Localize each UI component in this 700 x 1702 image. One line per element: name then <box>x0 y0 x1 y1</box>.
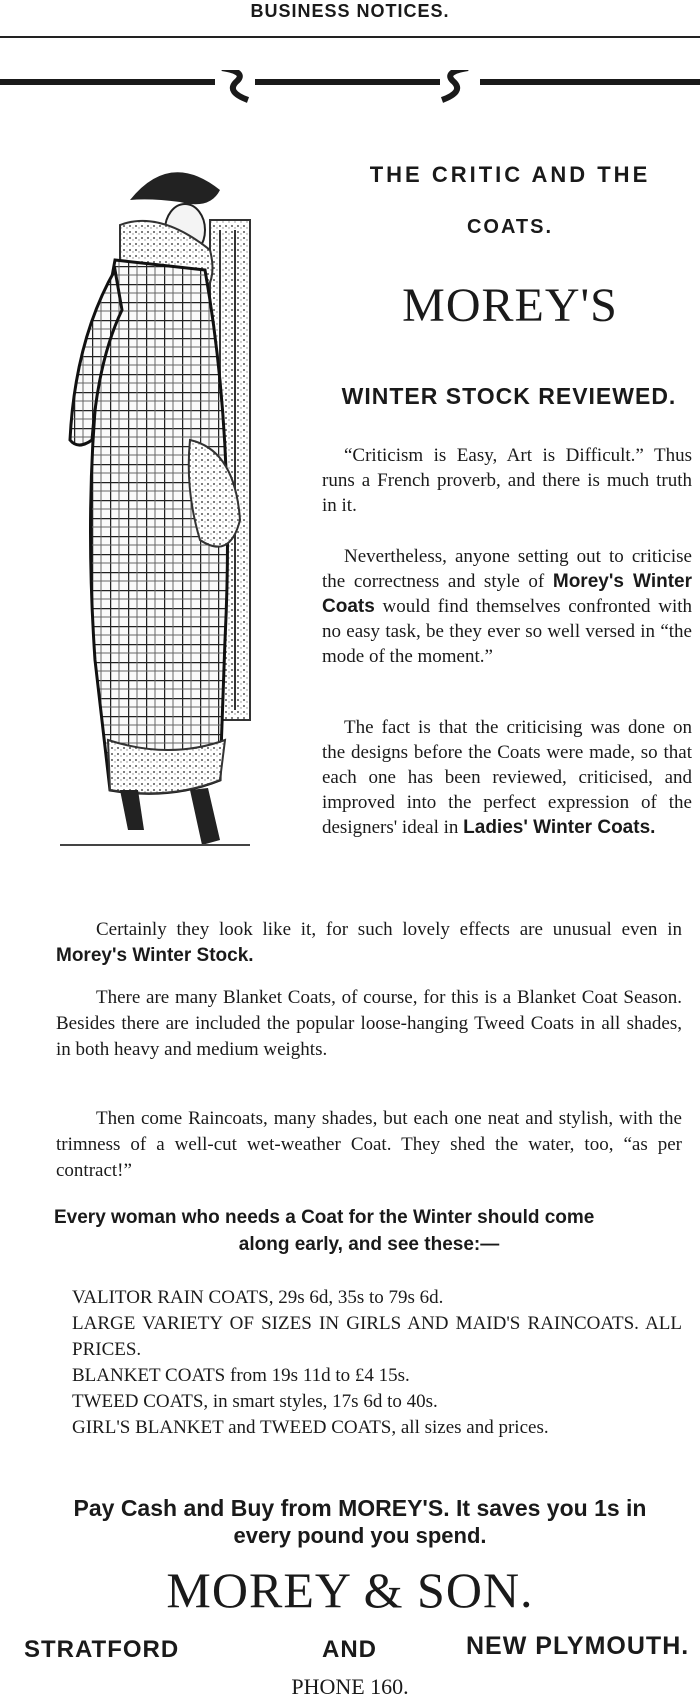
paragraph-fact <box>322 715 692 840</box>
text-run: would find themselves confronted with no easy task, be they ever so well versed in “the mode of the moment.” <box>322 596 692 667</box>
brand-title: MOREY'S <box>402 279 618 332</box>
town-conjunction: AND <box>322 1636 377 1663</box>
subheading-winter-stock: WINTER STOCK REVIEWED. <box>341 383 677 409</box>
text-run: The fact is that the criticising was done on the designs before the Coats were made, so that each one has been reviewed, criticised, and improved into the perfect expression of the designers' ideal in <box>322 717 692 838</box>
right-shoe <box>190 788 220 845</box>
town-new-plymouth: NEW PLYMOUTH. <box>466 1632 690 1660</box>
header-rule <box>0 36 700 38</box>
headline-coats: COATS. <box>466 216 554 238</box>
emphasis-ladies-coats: Ladies' Winter Coats. <box>463 817 656 838</box>
section-header: BUSINESS NOTICES. <box>250 1 450 21</box>
emphasis-moreys-coats: Morey's Winter Coats <box>322 571 693 617</box>
text-run: Certainly they look like it, for such lovely effects are unusual even in <box>96 919 682 940</box>
price-item: GIRL'S BLANKET and TWEED COATS, all sizes and prices. <box>72 1417 549 1438</box>
appeal-line-1: Every woman who needs a Coat for the Winter should come <box>54 1207 595 1228</box>
text-run: Nevertheless, anyone setting out to criticise the correctness and style of <box>322 546 692 592</box>
price-item: VALITOR RAIN COATS, 29s 6d, 35s to 79s 6d. <box>72 1287 444 1308</box>
paragraph-certainly <box>56 917 682 969</box>
paragraph-proverb: “Criticism is Easy, Art is Difficult.” Thus runs a French proverb, and there is much truth in it. <box>322 445 692 516</box>
appeal-line-2: along early, and see these:— <box>238 1234 500 1255</box>
emphasis-winter-stock: Morey's Winter Stock. <box>56 945 254 966</box>
price-item: BLANKET COATS from 19s 11d to £4 15s. <box>72 1365 410 1386</box>
hat <box>130 172 220 204</box>
cash-slogan-line-2: every pound you spend. <box>233 1523 487 1548</box>
left-shoe <box>120 790 144 830</box>
ornament-brace-right <box>442 70 468 100</box>
ornament-brace-left <box>222 70 248 100</box>
headline-critic: THE CRITIC AND THE <box>369 162 651 187</box>
cash-slogan-line-1: Pay Cash and Buy from MOREY'S. It saves you 1s in <box>73 1495 647 1521</box>
town-stratford: STRATFORD <box>24 1636 180 1663</box>
phone-number: PHONE 160. <box>291 1674 409 1699</box>
woman-in-coat-illustration <box>20 140 270 880</box>
paragraph-raincoats: Then come Raincoats, many shades, but each one neat and stylish, with the trimness of a well-cut wet-weather Coat. They shed the water, too, “as per contract!” <box>56 1108 682 1181</box>
price-item: TWEED COATS, in smart styles, 17s 6d to 40s. <box>72 1391 438 1412</box>
paragraph-blanket-coats: There are many Blanket Coats, of course, for this is a Blanket Coat Season. Besides there are included the popular loose-hanging Tweed Coats in all shades, in both heavy and medium weights. <box>56 987 682 1060</box>
firm-name: MOREY & SON. <box>166 1562 534 1618</box>
price-item: LARGE VARIETY OF SIZES IN GIRLS AND MAID'S RAINCOATS. ALL PRICES. <box>72 1313 682 1360</box>
ornamental-rule <box>0 70 700 110</box>
paragraph-nevertheless <box>322 544 692 669</box>
